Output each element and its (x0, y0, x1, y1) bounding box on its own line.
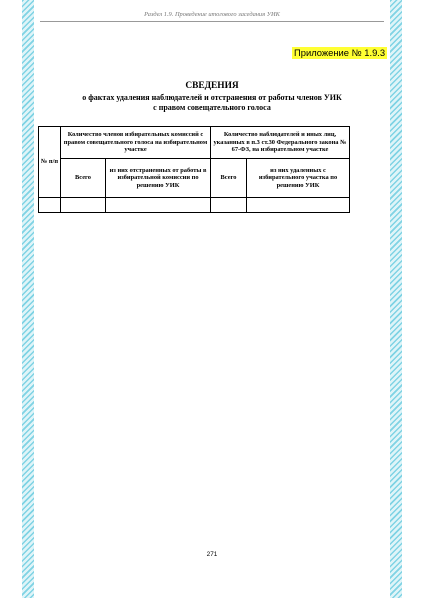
column-header-observers-removed: из них удаленных с избирательного участка по решению УИК (247, 159, 350, 198)
report-table (38, 126, 350, 213)
document-subtitle (40, 93, 384, 112)
table-row (39, 198, 350, 213)
table-header-row-2 (39, 159, 350, 198)
column-header-observers-total: Всего (211, 159, 247, 198)
column-group-commission-members: Количество членов избирательных комиссий с правом совещательного голоса на избирательном участке (61, 127, 211, 159)
document-title: СВЕДЕНИЯ (185, 81, 239, 91)
table-cell (211, 198, 247, 213)
subtitle-line-1: о фактах удаления наблюдателей и отстранения от работы членов УИК (82, 93, 342, 102)
table-header-row-1 (39, 127, 350, 159)
table-cell (39, 198, 61, 213)
column-group-observers: Количество наблюдателей и иных лиц, указанных в п.3 ст.30 Федерального закона № 67-ФЗ, на избирательном участке (211, 127, 350, 159)
page-number: 271 (206, 551, 218, 558)
right-decorative-stripe (390, 0, 402, 598)
subtitle-line-2: с правом совещательного голоса (153, 102, 271, 112)
appendix-label: Приложение № 1.9.3 (294, 47, 386, 58)
table-cell (106, 198, 211, 213)
table-cell (247, 198, 350, 213)
column-header-number: № п/п (39, 127, 61, 198)
column-header-members-removed: из них отстраненных от работы в избирательной комиссии по решению УИК (106, 159, 211, 198)
left-decorative-stripe (22, 0, 34, 598)
table-cell (61, 198, 106, 213)
running-header: Раздел 1.9. Проведение итогового заседания УИК (144, 11, 280, 18)
header-divider (40, 21, 384, 22)
column-header-members-total: Всего (61, 159, 106, 198)
